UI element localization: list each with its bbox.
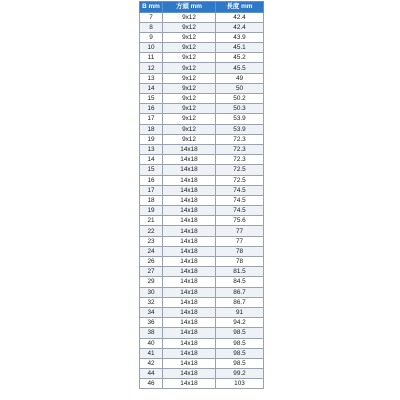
table-row — [140, 287, 264, 297]
table-row — [140, 369, 264, 379]
b-mm-cell: 30 — [140, 287, 163, 297]
table-row — [140, 226, 264, 236]
length-cell: 43.9 — [216, 32, 264, 42]
table-row — [140, 328, 264, 338]
length-cell: 45.1 — [216, 43, 264, 53]
table-row — [140, 53, 264, 63]
b-mm-cell: 16 — [140, 175, 163, 185]
table-row — [140, 12, 264, 22]
table-row — [140, 32, 264, 42]
square-head-cell: 14x18 — [163, 246, 216, 256]
b-mm-cell: 17 — [140, 185, 163, 195]
length-cell: 78 — [216, 257, 264, 267]
table-row — [140, 216, 264, 226]
b-mm-cell: 46 — [140, 379, 163, 389]
square-head-cell: 14x18 — [163, 216, 216, 226]
length-cell: 98.5 — [216, 348, 264, 358]
b-mm-cell: 19 — [140, 206, 163, 216]
table-body — [140, 12, 264, 389]
length-cell: 98.5 — [216, 328, 264, 338]
b-mm-cell: 15 — [140, 165, 163, 175]
b-mm-cell: 15 — [140, 94, 163, 104]
length-cell: 42.4 — [216, 22, 264, 32]
table-row — [140, 307, 264, 317]
length-cell: 74.5 — [216, 195, 264, 205]
b-mm-cell: 38 — [140, 328, 163, 338]
square-head-cell: 14x18 — [163, 307, 216, 317]
b-mm-cell: 40 — [140, 338, 163, 348]
square-head-cell: 9x12 — [163, 73, 216, 83]
b-mm-cell: 41 — [140, 348, 163, 358]
table-row — [140, 124, 264, 134]
b-mm-cell: 17 — [140, 114, 163, 124]
b-mm-cell: 23 — [140, 236, 163, 246]
length-cell: 86.7 — [216, 287, 264, 297]
b-mm-cell: 22 — [140, 226, 163, 236]
b-mm-cell: 8 — [140, 22, 163, 32]
spec-table — [139, 1, 264, 389]
square-head-cell: 14x18 — [163, 175, 216, 185]
length-cell: 72.3 — [216, 134, 264, 144]
length-cell: 77 — [216, 226, 264, 236]
square-head-cell: 14x18 — [163, 195, 216, 205]
square-head-cell: 14x18 — [163, 369, 216, 379]
b-mm-cell: 19 — [140, 134, 163, 144]
square-head-cell: 14x18 — [163, 348, 216, 358]
length-cell: 50 — [216, 83, 264, 93]
table-row — [140, 83, 264, 93]
length-cell: 81.5 — [216, 267, 264, 277]
length-cell: 74.5 — [216, 206, 264, 216]
b-mm-cell: 10 — [140, 43, 163, 53]
square-head-cell: 14x18 — [163, 206, 216, 216]
spec-table-container — [139, 1, 263, 389]
table-row — [140, 358, 264, 368]
length-cell: 86.7 — [216, 297, 264, 307]
b-mm-cell: 44 — [140, 369, 163, 379]
square-head-cell: 14x18 — [163, 318, 216, 328]
table-row — [140, 165, 264, 175]
b-mm-cell: 7 — [140, 12, 163, 22]
square-head-cell: 9x12 — [163, 43, 216, 53]
b-mm-cell: 9 — [140, 32, 163, 42]
b-mm-cell: 34 — [140, 307, 163, 317]
length-cell: 72.5 — [216, 165, 264, 175]
square-head-cell: 14x18 — [163, 155, 216, 165]
square-head-cell: 14x18 — [163, 165, 216, 175]
table-row — [140, 379, 264, 389]
b-mm-cell: 11 — [140, 53, 163, 63]
b-mm-cell: 21 — [140, 216, 163, 226]
b-mm-cell: 27 — [140, 267, 163, 277]
length-cell: 75.6 — [216, 216, 264, 226]
square-head-cell: 9x12 — [163, 83, 216, 93]
length-cell: 53.9 — [216, 114, 264, 124]
b-mm-cell: 18 — [140, 124, 163, 134]
table-row — [140, 104, 264, 114]
square-head-cell: 14x18 — [163, 144, 216, 154]
square-head-cell: 9x12 — [163, 53, 216, 63]
table-row — [140, 277, 264, 287]
length-cell: 77 — [216, 236, 264, 246]
table-row — [140, 43, 264, 53]
square-head-cell: 14x18 — [163, 297, 216, 307]
square-head-cell: 9x12 — [163, 63, 216, 73]
table-row — [140, 297, 264, 307]
b-mm-cell: 13 — [140, 73, 163, 83]
length-cell: 74.5 — [216, 185, 264, 195]
square-head-cell: 9x12 — [163, 124, 216, 134]
length-cell: 72.3 — [216, 155, 264, 165]
length-cell: 94.2 — [216, 318, 264, 328]
square-head-cell: 14x18 — [163, 226, 216, 236]
table-row — [140, 22, 264, 32]
b-mm-cell: 13 — [140, 144, 163, 154]
b-mm-cell: 12 — [140, 63, 163, 73]
table-row — [140, 236, 264, 246]
square-head-cell: 14x18 — [163, 287, 216, 297]
table-row — [140, 63, 264, 73]
header-length-mm: 長度 mm — [216, 2, 264, 13]
length-cell: 50.3 — [216, 104, 264, 114]
length-cell: 78 — [216, 246, 264, 256]
table-row — [140, 73, 264, 83]
table-row — [140, 338, 264, 348]
table-row — [140, 185, 264, 195]
square-head-cell: 14x18 — [163, 338, 216, 348]
b-mm-cell: 36 — [140, 318, 163, 328]
square-head-cell: 14x18 — [163, 277, 216, 287]
table-row — [140, 114, 264, 124]
length-cell: 103 — [216, 379, 264, 389]
length-cell: 91 — [216, 307, 264, 317]
length-cell: 99.2 — [216, 369, 264, 379]
square-head-cell: 9x12 — [163, 22, 216, 32]
square-head-cell: 9x12 — [163, 12, 216, 22]
length-cell: 45.2 — [216, 53, 264, 63]
b-mm-cell: 29 — [140, 277, 163, 287]
table-row — [140, 348, 264, 358]
table-row — [140, 246, 264, 256]
square-head-cell: 14x18 — [163, 267, 216, 277]
length-cell: 50.2 — [216, 94, 264, 104]
square-head-cell: 14x18 — [163, 185, 216, 195]
table-row — [140, 318, 264, 328]
length-cell: 49 — [216, 73, 264, 83]
square-head-cell: 9x12 — [163, 134, 216, 144]
table-row — [140, 206, 264, 216]
square-head-cell: 9x12 — [163, 104, 216, 114]
table-row — [140, 94, 264, 104]
table-header — [140, 2, 264, 13]
header-b-mm: B mm — [140, 2, 163, 13]
b-mm-cell: 16 — [140, 104, 163, 114]
table-row — [140, 175, 264, 185]
square-head-cell: 14x18 — [163, 358, 216, 368]
header-row — [140, 2, 264, 13]
b-mm-cell: 26 — [140, 257, 163, 267]
square-head-cell: 9x12 — [163, 94, 216, 104]
length-cell: 72.5 — [216, 175, 264, 185]
length-cell: 98.5 — [216, 358, 264, 368]
length-cell: 53.9 — [216, 124, 264, 134]
header-square-head-mm: 方頭 mm — [163, 2, 216, 13]
table-row — [140, 267, 264, 277]
square-head-cell: 9x12 — [163, 114, 216, 124]
table-row — [140, 155, 264, 165]
length-cell: 72.3 — [216, 144, 264, 154]
square-head-cell: 9x12 — [163, 32, 216, 42]
length-cell: 45.5 — [216, 63, 264, 73]
length-cell: 98.5 — [216, 338, 264, 348]
table-row — [140, 134, 264, 144]
square-head-cell: 14x18 — [163, 257, 216, 267]
table-row — [140, 195, 264, 205]
b-mm-cell: 14 — [140, 83, 163, 93]
length-cell: 84.5 — [216, 277, 264, 287]
table-row — [140, 144, 264, 154]
square-head-cell: 14x18 — [163, 236, 216, 246]
b-mm-cell: 32 — [140, 297, 163, 307]
b-mm-cell: 14 — [140, 155, 163, 165]
square-head-cell: 14x18 — [163, 379, 216, 389]
table-row — [140, 257, 264, 267]
b-mm-cell: 42 — [140, 358, 163, 368]
b-mm-cell: 24 — [140, 246, 163, 256]
square-head-cell: 14x18 — [163, 328, 216, 338]
b-mm-cell: 18 — [140, 195, 163, 205]
length-cell: 42.4 — [216, 12, 264, 22]
